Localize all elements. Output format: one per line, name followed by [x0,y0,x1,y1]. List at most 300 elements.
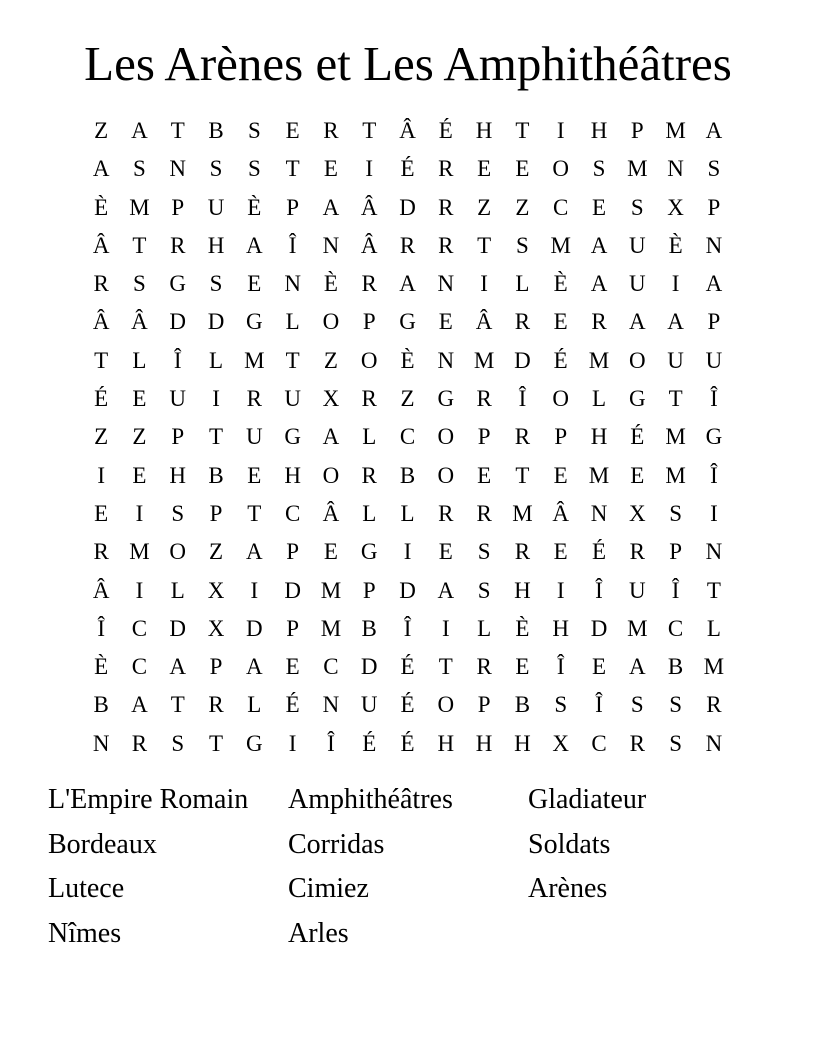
grid-letter: R [246,386,262,412]
grid-letter: H [552,615,570,641]
grid-letter: S [592,156,606,182]
grid-letter: I [250,577,259,603]
word-list-item: Corridas [288,828,385,860]
grid-letter: X [667,194,684,220]
grid-letter: N [437,347,455,373]
grid-letter: M [627,615,648,641]
grid-letter: E [553,462,568,488]
grid-letter: N [705,232,723,258]
grid-letter: T [362,118,377,143]
grid-letter: U [284,386,301,412]
grid-letter: D [169,615,187,641]
grid-letter: R [93,271,109,297]
grid-letter: B [514,692,531,718]
grid-letter: R [399,232,416,258]
grid-letter: T [209,424,224,450]
word-list-item: Bordeaux [48,828,157,860]
grid-letter: È [94,194,109,220]
grid-letter: U [360,692,378,718]
grid-letter: Z [515,194,530,220]
grid-letter: M [244,347,265,373]
grid-letter: O [552,156,570,182]
grid-letter: T [285,156,300,182]
grid-letter: N [667,156,684,182]
grid-letter: Z [132,424,147,450]
grid-letter: P [362,577,376,603]
grid-letter: G [169,271,187,297]
grid-letter: P [286,615,300,641]
grid-letter: N [92,730,110,756]
grid-letter: G [246,730,263,756]
grid-letter: É [400,156,415,182]
grid-letter: Â [475,309,493,335]
word-list-item: Amphithéâtres [288,784,453,815]
grid-letter: R [514,424,531,450]
grid-letter: T [477,232,492,258]
grid-letter: E [477,462,492,488]
grid-letter: M [320,615,342,641]
grid-letter: B [667,654,684,680]
grid-letter: M [665,462,686,488]
grid-letter: Î [595,577,603,603]
grid-letter: P [209,654,223,680]
grid-letter: I [441,615,450,641]
grid-letter: Î [327,730,335,756]
grid-letter: T [285,347,300,373]
grid-letter: G [437,386,455,412]
grid-letter: É [438,118,453,143]
grid-letter: G [246,309,263,335]
grid-letter: H [475,118,493,143]
grid-letter: S [477,577,491,603]
grid-letter: È [323,271,338,297]
grid-letter: Â [399,118,416,143]
grid-letter: R [131,730,148,756]
grid-letter: A [705,118,723,143]
grid-letter: X [552,730,570,756]
grid-letter: Î [595,692,603,718]
grid-letter: Î [556,654,565,680]
grid-letter: M [588,347,610,373]
grid-letter: O [437,462,455,488]
grid-letter: M [550,232,571,258]
grid-letter: H [284,462,301,488]
grid-letter: M [627,156,648,182]
grid-letter: P [171,424,185,450]
grid-letter: È [94,654,109,680]
grid-letter: R [514,539,531,565]
grid-letter: P [630,118,644,143]
grid-letter: A [246,232,263,258]
grid-letter: E [438,539,453,565]
grid-letter: I [556,577,565,603]
grid-letter: Â [92,309,110,335]
grid-letter: G [360,539,378,565]
grid-letter: S [516,232,529,258]
grid-letter: H [207,232,225,258]
grid-letter: R [361,271,377,297]
grid-letter: Z [400,386,415,412]
grid-letter: M [320,577,342,603]
grid-letter: S [669,500,682,526]
grid-letter: I [556,118,565,143]
grid-letter: E [247,462,262,488]
grid-letter: E [438,309,453,335]
grid-letter: P [707,194,721,220]
grid-letter: C [131,654,148,680]
grid-letter: E [553,539,568,565]
grid-letter: G [628,386,646,412]
grid-letter: X [207,615,225,641]
grid-letter: R [361,386,377,412]
grid-letter: R [438,156,454,182]
grid-letter: U [628,577,646,603]
grid-letter: E [323,156,338,182]
grid-letter: L [362,500,377,526]
grid-letter: T [170,118,185,143]
grid-letter: R [591,309,607,335]
grid-letter: R [514,309,531,335]
grid-letter: O [360,347,378,373]
grid-letter: R [438,232,454,258]
grid-letter: A [322,424,340,450]
grid-letter: O [552,386,570,412]
grid-letter: Â [92,232,110,258]
grid-letter: R [93,539,109,565]
word-list-item: Arles [288,918,349,950]
grid-letter: C [591,730,607,756]
grid-letter: S [247,118,261,143]
grid-letter: U [246,424,263,450]
grid-letter: É [285,692,300,718]
grid-letter: E [132,462,147,488]
grid-letter: L [247,692,262,718]
grid-letter: A [131,692,148,718]
grid-letter: Â [322,500,340,526]
grid-letter: U [628,232,646,258]
grid-letter: S [209,156,223,182]
grid-letter: C [399,424,416,450]
grid-letter: T [515,462,530,488]
grid-letter: T [94,347,109,373]
grid-letter: B [208,118,224,143]
grid-letter: S [171,730,185,756]
grid-letter: E [553,309,568,335]
grid-letter: M [473,347,495,373]
grid-letter: S [707,156,721,182]
grid-letter: A [246,654,263,680]
grid-letter: O [322,462,340,488]
grid-letter: A [399,271,416,297]
grid-letter: E [515,156,530,182]
grid-letter: Î [288,232,297,258]
grid-letter: É [362,730,377,756]
grid-letter: T [668,386,683,412]
grid-letter: Â [360,194,378,220]
word-list-item: Lutece [48,873,125,905]
grid-letter: È [553,271,568,297]
grid-letter: N [284,271,301,297]
grid-letter: E [630,462,645,488]
grid-letter: U [705,347,723,373]
grid-letter: A [322,194,340,220]
grid-letter: D [246,615,263,641]
grid-letter: N [705,539,723,565]
grid-letter: R [438,500,454,526]
grid-letter: M [588,462,610,488]
grid-letter: R [629,730,645,756]
grid-letter: E [515,654,530,680]
grid-letter: È [668,232,683,258]
grid-letter: L [591,386,607,412]
grid-letter: D [590,615,608,641]
grid-letter: B [208,462,224,488]
grid-letter: T [438,654,453,680]
grid-letter: R [170,232,186,258]
grid-letter: H [514,730,531,756]
grid-letter: T [209,730,224,756]
grid-letter: H [169,462,187,488]
grid-letter: É [94,386,109,412]
grid-letter: R [476,386,492,412]
grid-letter: Î [671,577,680,603]
grid-letter: Â [552,500,570,526]
grid-letter: U [628,271,646,297]
grid-letter: R [323,118,339,143]
grid-letter: L [362,424,377,450]
grid-letter: È [247,194,262,220]
grid-letter: L [285,309,300,335]
grid-letter: A [92,156,110,182]
grid-letter: Î [173,347,182,373]
grid-letter: D [284,577,301,603]
grid-letter: T [170,692,185,718]
grid-letter: E [591,654,607,680]
grid-letter: C [131,615,148,641]
grid-letter: Â [92,577,110,603]
grid-letter: G [284,424,301,450]
grid-letter: C [323,654,339,680]
grid-letter: P [286,194,300,220]
grid-letter: O [437,692,455,718]
grid-letter: E [94,500,109,526]
grid-letter: R [476,500,492,526]
grid-letter: M [703,654,725,680]
grid-letter: I [212,386,220,412]
grid-letter: D [399,194,416,220]
word-list-item: L'Empire Romain [48,784,249,815]
grid-letter: L [209,347,224,373]
grid-letter: D [514,347,531,373]
grid-letter: A [628,309,646,335]
grid-letter: H [514,577,531,603]
grid-letter: P [554,424,568,450]
grid-letter: S [247,156,261,182]
grid-letter: Î [97,615,105,641]
grid-letter: C [667,615,684,641]
word-list-item: Nîmes [48,918,122,950]
grid-letter: A [590,271,608,297]
grid-letter: E [285,118,300,143]
grid-letter: S [209,271,223,297]
grid-letter: I [135,500,144,526]
grid-letter: R [476,654,492,680]
grid-letter: U [667,347,684,373]
grid-letter: I [480,271,488,297]
grid-letter: H [590,424,608,450]
grid-letter: O [437,424,455,450]
grid-letter: I [288,730,297,756]
grid-letter: B [399,462,416,488]
grid-letter: É [553,347,568,373]
grid-letter: O [169,539,187,565]
grid-letter: T [132,232,147,258]
grid-letter: Î [710,462,718,488]
grid-letter: P [477,424,491,450]
grid-letter: I [710,500,718,526]
grid-letter: D [207,309,225,335]
grid-letter: N [322,232,340,258]
grid-letter: R [438,194,454,220]
grid-letter: Z [94,118,109,143]
grid-letter: X [628,500,646,526]
grid-letter: I [97,462,105,488]
grid-letter: I [403,539,412,565]
grid-letter: S [669,730,682,756]
grid-letter: D [399,577,416,603]
grid-letter: M [129,194,150,220]
grid-letter: É [630,424,645,450]
grid-letter: R [629,539,645,565]
grid-letter: A [131,118,148,143]
grid-letter: M [512,500,533,526]
grid-letter: U [207,194,225,220]
grid-letter: A [437,577,455,603]
grid-letter: R [706,692,722,718]
grid-letter: C [553,194,569,220]
grid-letter: S [630,194,644,220]
grid-letter: X [322,386,340,412]
grid-letter: E [132,386,147,412]
grid-letter: P [707,309,721,335]
letter-grid [82,112,733,763]
grid-letter: É [400,654,415,680]
grid-letter: N [322,692,340,718]
grid-letter: G [705,424,723,450]
grid-letter: N [437,271,455,297]
grid-letter: M [665,424,686,450]
grid-letter: T [515,118,530,143]
grid-letter: R [361,462,377,488]
grid-letter: A [590,232,608,258]
word-list-item: Soldats [528,828,611,860]
grid-letter: Î [403,615,412,641]
grid-letter: M [129,539,150,565]
grid-letter: P [669,539,682,565]
grid-letter: N [169,156,187,182]
grid-letter: I [365,156,374,182]
grid-letter: É [400,730,415,756]
grid-letter: A [667,309,684,335]
grid-letter: I [135,577,144,603]
grid-letter: L [132,347,147,373]
grid-letter: L [477,615,492,641]
grid-letter: C [284,500,301,526]
grid-letter: I [671,271,680,297]
grid-letter: L [515,271,530,297]
grid-letter: L [400,500,415,526]
grid-letter: U [169,386,187,412]
grid-letter: H [590,118,608,143]
grid-letter: R [208,692,224,718]
grid-letter: Z [323,347,338,373]
grid-letter: B [361,615,377,641]
grid-letter: E [323,539,338,565]
grid-letter: D [360,654,378,680]
grid-letter: P [477,692,491,718]
grid-letter: E [591,194,607,220]
grid-letter: Â [360,232,378,258]
grid-letter: X [207,577,225,603]
grid-letter: É [400,692,415,718]
grid-letter: Z [477,194,492,220]
grid-letter: Â [131,309,148,335]
grid-letter: S [554,692,568,718]
grid-letter: L [706,615,721,641]
grid-letter: A [169,654,187,680]
grid-letter: E [285,654,300,680]
grid-letter: Î [518,386,527,412]
grid-letter: A [628,654,646,680]
grid-letter: A [705,271,723,297]
word-list-item: Arènes [528,873,608,905]
grid-letter: Z [209,539,224,565]
grid-letter: É [591,539,607,565]
word-list [48,778,768,957]
grid-letter: È [515,615,530,641]
grid-letter: N [590,500,608,526]
grid-letter: L [170,577,185,603]
grid-letter: P [171,194,185,220]
grid-letter: P [362,309,376,335]
grid-letter: S [669,692,682,718]
grid-letter: E [477,156,492,182]
word-list-item: Gladiateur [528,784,647,815]
grid-letter: H [475,730,493,756]
grid-letter: B [93,692,109,718]
grid-letter: S [477,539,491,565]
grid-letter: S [630,692,644,718]
grid-letter: S [171,500,185,526]
grid-letter: E [247,271,262,297]
word-list-item: Cimiez [288,873,369,905]
grid-letter: Î [710,386,718,412]
grid-letter: N [705,730,723,756]
grid-letter: Z [94,424,109,450]
grid-letter: P [209,500,223,526]
grid-letter: P [286,539,300,565]
grid-letter: H [437,730,455,756]
grid-letter: M [665,118,686,143]
page-title: Les Arènes et Les Amphithéâtres [84,36,732,91]
grid-letter: D [169,309,187,335]
grid-letter: T [247,500,262,526]
grid-letter: T [706,577,721,603]
grid-letter: S [133,271,146,297]
grid-letter: G [399,309,416,335]
grid-letter: È [400,347,415,373]
grid-letter: S [133,156,146,182]
